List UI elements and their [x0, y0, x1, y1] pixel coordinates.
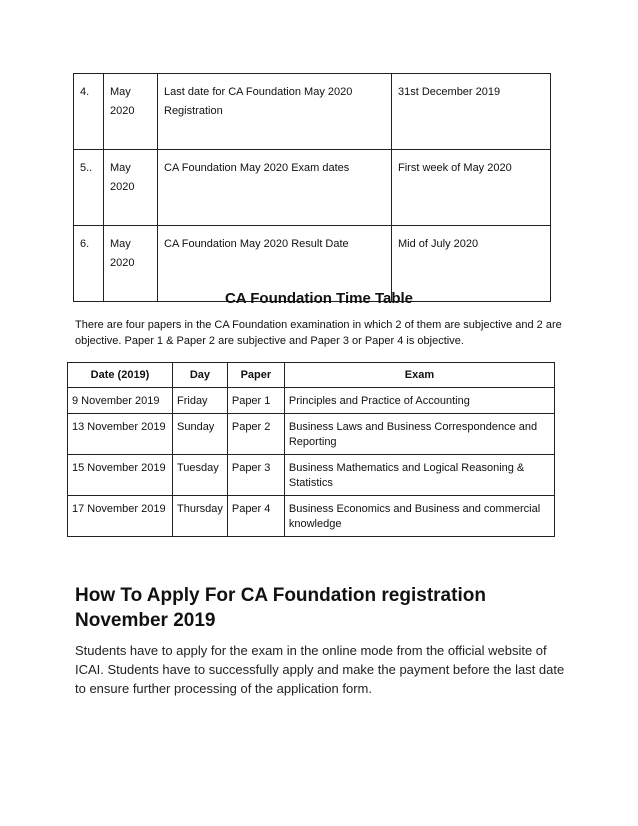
- header-exam: Exam: [284, 363, 554, 388]
- row-month: May: [110, 238, 131, 250]
- cell-day: Sunday: [173, 414, 228, 455]
- row-date: First week of May 2020: [392, 150, 551, 226]
- apply-section-paragraph: Students have to apply for the exam in the online mode from the official website of ICAI. Students have to successfully apply and make the payment before the last date to ensure further processing of the application form.: [75, 643, 565, 696]
- row-number: 5..: [74, 150, 104, 226]
- row-number: 4.: [74, 74, 104, 150]
- cell-paper: Paper 4: [227, 496, 284, 537]
- time-table: [67, 362, 555, 537]
- time-table-intro: There are four papers in the CA Foundation examination in which 2 of them are subjective and 2 are objective. Paper 1 & Paper 2 are subjective and Paper 3 or Paper 4 is objective.: [75, 319, 562, 347]
- table-row: [68, 414, 555, 455]
- table-row: [68, 455, 555, 496]
- row-date: 31st December 2019: [392, 74, 551, 150]
- cell-date: 17 November 2019: [68, 496, 173, 537]
- cell-exam: Business Mathematics and Logical Reasoning & Statistics: [284, 455, 554, 496]
- table-row: [74, 74, 551, 150]
- table-row: [68, 388, 555, 414]
- apply-section-heading: How To Apply For CA Foundation registration November 2019: [75, 585, 486, 631]
- cell-exam: Principles and Practice of Accounting: [284, 388, 554, 414]
- cell-exam: Business Economics and Business and commercial knowledge: [284, 496, 554, 537]
- row-date: Mid of July 2020: [392, 226, 551, 302]
- row-year: 2020: [110, 181, 135, 193]
- header-day: Day: [173, 363, 228, 388]
- row-event: CA Foundation May 2020 Result Date: [158, 226, 392, 302]
- cell-day: Thursday: [173, 496, 228, 537]
- time-table-title: CA Foundation Time Table: [224, 290, 414, 307]
- cell-day: Tuesday: [173, 455, 228, 496]
- row-month-year: [104, 150, 158, 226]
- schedule-table: [73, 73, 551, 302]
- row-event: CA Foundation May 2020 Exam dates: [158, 150, 392, 226]
- table-row: [68, 496, 555, 537]
- row-month-year: [104, 74, 158, 150]
- cell-date: 13 November 2019: [68, 414, 173, 455]
- row-year: 2020: [110, 105, 135, 117]
- table-header-row: [68, 363, 555, 388]
- cell-paper: Paper 3: [227, 455, 284, 496]
- cell-paper: Paper 1: [227, 388, 284, 414]
- row-month: May: [110, 162, 131, 174]
- row-month: May: [110, 86, 131, 98]
- table-row: [74, 150, 551, 226]
- row-number: 6.: [74, 226, 104, 302]
- cell-date: 9 November 2019: [68, 388, 173, 414]
- cell-exam: Business Laws and Business Correspondence and Reporting: [284, 414, 554, 455]
- cell-day: Friday: [173, 388, 228, 414]
- row-year: 2020: [110, 257, 135, 269]
- row-event: Last date for CA Foundation May 2020 Registration: [158, 74, 392, 150]
- header-paper: Paper: [227, 363, 284, 388]
- cell-date: 15 November 2019: [68, 455, 173, 496]
- header-date: Date (2019): [68, 363, 173, 388]
- cell-paper: Paper 2: [227, 414, 284, 455]
